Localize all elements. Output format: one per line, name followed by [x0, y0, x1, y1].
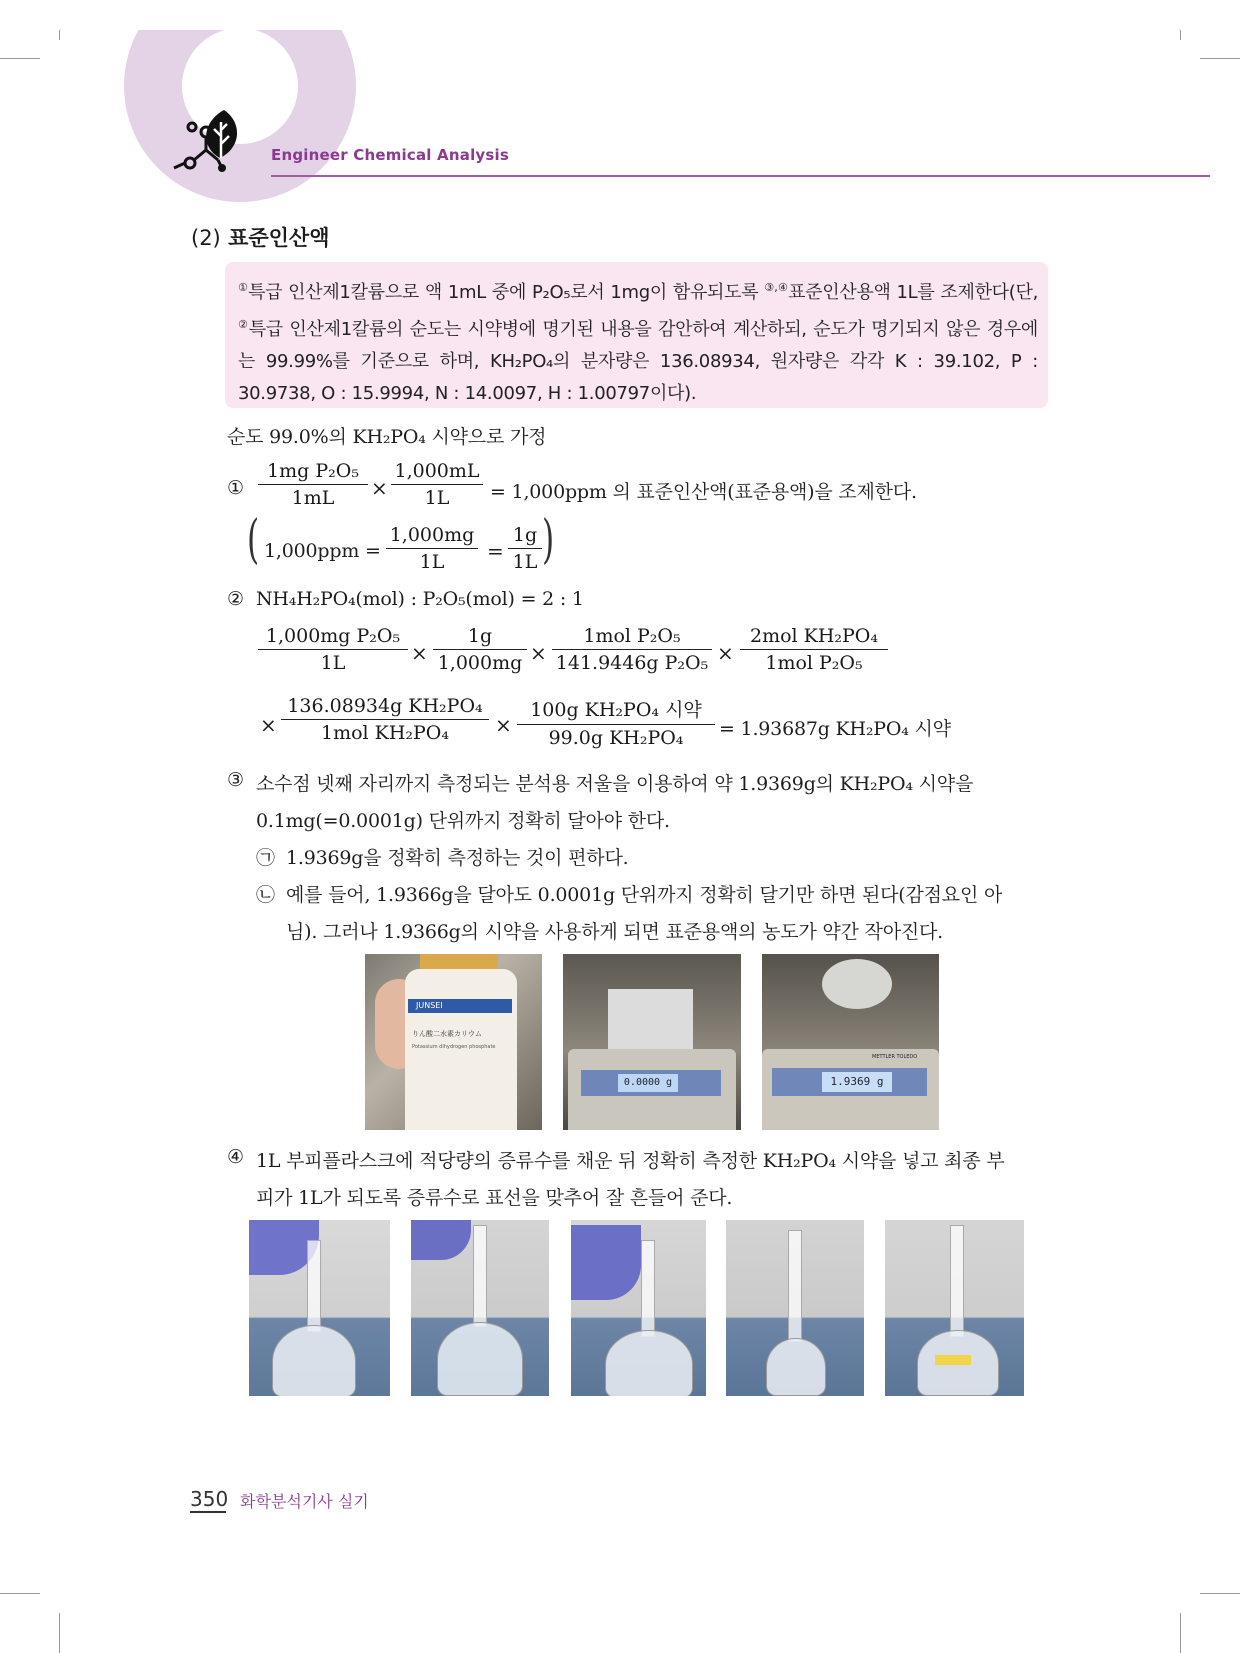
- fraction-denominator: 1mL: [291, 487, 335, 510]
- step-marker: ③: [227, 769, 244, 791]
- note-marker: ①: [238, 281, 249, 294]
- step4-line: 피가 1L가 되도록 증류수로 표선을 맞추어 잘 흔들어 준다.: [256, 1187, 733, 1209]
- flask-neck: [788, 1230, 802, 1342]
- note-text: [238, 272, 1038, 410]
- section-title: [191, 222, 330, 252]
- step2-result: = 1.93687g KH₂PO₄ 시약: [719, 718, 951, 740]
- flask-neck: [307, 1240, 321, 1332]
- weighing-dish: [822, 959, 892, 1009]
- bottle-sublabel: Potassium dihydrogen phosphate: [412, 1044, 496, 1050]
- fraction-denominator: 1,000mg: [437, 652, 523, 675]
- fraction: [552, 625, 712, 674]
- fraction: [508, 524, 542, 573]
- step3-line: 소수점 넷째 자리까지 측정되는 분석용 저울을 이용하여 약 1.9369g의 KH₂PO₄ 시약을: [256, 773, 974, 795]
- fraction-bar: [386, 548, 478, 549]
- fraction: [740, 625, 888, 674]
- fraction-bar: [258, 649, 408, 650]
- flask-neck: [473, 1225, 487, 1327]
- fraction-numerator: 1g: [467, 625, 493, 647]
- step-marker: ①: [227, 477, 244, 499]
- fraction-numerator: 1,000mg: [389, 524, 475, 546]
- step1-result: = 1,000ppm 의 표준인산액(표준용액)을 조제한다.: [490, 481, 917, 503]
- fraction-numerator: 100g KH₂PO₄ 시약: [530, 699, 702, 721]
- flask-photo-3: [571, 1220, 706, 1396]
- bottle-label: りん酸二水素カリウム: [412, 1030, 482, 1038]
- fraction-bar: [508, 548, 542, 549]
- fraction: [391, 460, 483, 509]
- section-title-text: 표준인산액: [228, 226, 330, 250]
- fraction-numerator: 1mol P₂O₅: [583, 625, 681, 647]
- substep-text: 님). 그러나 1.9366g의 시약을 사용하게 되면 표준용액의 농도가 약간 작아진다.: [286, 921, 944, 943]
- substep-marker: ㉠: [256, 847, 275, 869]
- note-part: 특급 인산제1칼륨의 순도는 시약병에 명기된 내용을 감안하여 계산하되, 순도가 명기되지 않은 경우에는 99.99%를 기준으로 하며, KH₂PO₄의 분자량은 136.08934, 원자량은 각각 K : 39.102, P : 30.9738, O : 15.9994, N : 14.0097, H : 1.00797이다).: [238, 319, 1038, 404]
- chemistry-leaf-icon: [172, 102, 262, 182]
- balance-empty-photo: [563, 954, 741, 1130]
- fraction-numerator: 1,000mg P₂O₅: [265, 625, 401, 647]
- flask-photo-5: [885, 1220, 1024, 1396]
- substep-marker: ㉡: [256, 884, 275, 906]
- header-decoration-mask: [0, 0, 1240, 30]
- fraction-denominator: 1L: [320, 652, 346, 675]
- step3-line: 0.1mg(=0.0001g) 단위까지 정확히 달아야 한다.: [256, 810, 670, 832]
- note-part: 특급 인산제1칼륨으로 액 1mL 중에 P₂O₅로서 1mg이 함유되도록: [248, 282, 759, 303]
- crop-mark: [59, 1613, 60, 1653]
- substep-text: 1.9369g을 정확히 측정하는 것이 편하다.: [286, 847, 629, 869]
- gloved-hand: [411, 1220, 471, 1260]
- assumption-line: 순도 99.0%의 KH₂PO₄ 시약으로 가정: [227, 426, 547, 448]
- paren-lhs: 1,000ppm =: [264, 540, 381, 562]
- step2-ratio: NH₄H₂PO₄(mol) : P₂O₅(mol) = 2 : 1: [256, 588, 584, 610]
- page-number: 350: [190, 1487, 229, 1511]
- fraction-denominator: 1mol P₂O₅: [765, 652, 863, 675]
- reagent-bottle-photo: [365, 954, 542, 1130]
- fraction-numerator: 1,000mL: [394, 460, 480, 482]
- fraction: [386, 524, 478, 573]
- fraction-bar: [740, 649, 888, 650]
- fraction-denominator: 1L: [419, 551, 445, 574]
- bottle-brand: JUNSEI: [408, 999, 512, 1013]
- crop-mark: [0, 58, 40, 59]
- flask-bulb: [272, 1325, 356, 1396]
- fraction-bar: [391, 484, 483, 485]
- flask-neck: [641, 1240, 655, 1337]
- fraction-denominator: 1L: [512, 551, 538, 574]
- fraction-denominator: 141.9446g P₂O₅: [555, 652, 709, 675]
- note-part: 표준인산용액 1L를 조제한다(단,: [788, 282, 1038, 303]
- fraction-bar: [433, 649, 527, 650]
- flask-bulb: [605, 1330, 693, 1396]
- step-marker: ④: [227, 1146, 244, 1168]
- running-header-title: Engineer Chemical Analysis: [271, 146, 509, 164]
- times-sign: ×: [530, 641, 547, 665]
- fraction-denominator: 1L: [424, 487, 450, 510]
- flask-bulb: [437, 1322, 523, 1396]
- fraction-numerator: 136.08934g KH₂PO₄: [287, 695, 483, 717]
- page-number-underline: [190, 1511, 226, 1513]
- flask-photo-2: [411, 1220, 549, 1396]
- fraction-numerator: 1g: [512, 524, 538, 546]
- book-title: 화학분석기사 실기: [240, 1492, 369, 1511]
- substep-text: 예를 들어, 1.9366g을 달아도 0.0001g 단위까지 정확히 달기만 하면 된다(감점요인 아: [286, 884, 1003, 906]
- fraction: [258, 460, 368, 509]
- fraction-bar: [258, 484, 368, 485]
- note-marker: ②: [238, 318, 249, 331]
- crop-mark: [0, 1593, 40, 1594]
- left-parenthesis: (: [247, 510, 260, 570]
- fraction: [258, 625, 408, 674]
- fraction-denominator: 1mol KH₂PO₄: [320, 722, 450, 745]
- step4-line: 1L 부피플라스크에 적당량의 증류수를 채운 뒤 정확히 측정한 KH₂PO₄ 시약을 넣고 최종 부: [256, 1150, 1005, 1172]
- section-number: (2): [191, 226, 221, 250]
- fraction-bar: [281, 719, 489, 720]
- flask-bulb: [766, 1338, 826, 1396]
- fraction: [433, 625, 527, 674]
- fraction: [517, 695, 715, 749]
- gloved-hand: [571, 1225, 641, 1300]
- fraction-numerator: 2mol KH₂PO₄: [749, 625, 879, 647]
- fraction-denominator: 99.0g KH₂PO₄: [548, 727, 684, 750]
- times-sign: ×: [260, 713, 277, 737]
- balance-display: 0.0000 g: [618, 1074, 678, 1092]
- note-marker: ③,④: [764, 281, 789, 294]
- step-marker: ②: [227, 588, 244, 610]
- right-parenthesis: ): [542, 510, 555, 570]
- fraction: [281, 695, 489, 744]
- fraction-bar: [517, 724, 715, 725]
- balance-display: 1.9369 g: [822, 1072, 892, 1092]
- flask-neck: [950, 1225, 964, 1337]
- balance-brand: METTLER TOLEDO: [872, 1054, 918, 1060]
- crop-mark: [1200, 58, 1240, 59]
- times-sign: ×: [371, 476, 388, 500]
- flask-photo-4: [726, 1220, 864, 1396]
- header-rule: [271, 175, 1210, 177]
- crop-mark: [1180, 1613, 1181, 1653]
- times-sign: ×: [495, 713, 512, 737]
- times-sign: ×: [411, 641, 428, 665]
- equals-sign: =: [487, 539, 504, 563]
- flask-label: [935, 1355, 971, 1365]
- crop-mark: [1200, 1593, 1240, 1594]
- balance-weighed-photo: [762, 954, 939, 1130]
- fraction-bar: [552, 649, 712, 650]
- fraction-numerator: 1mg P₂O₅: [267, 460, 359, 482]
- times-sign: ×: [717, 641, 734, 665]
- flask-photo-1: [249, 1220, 390, 1396]
